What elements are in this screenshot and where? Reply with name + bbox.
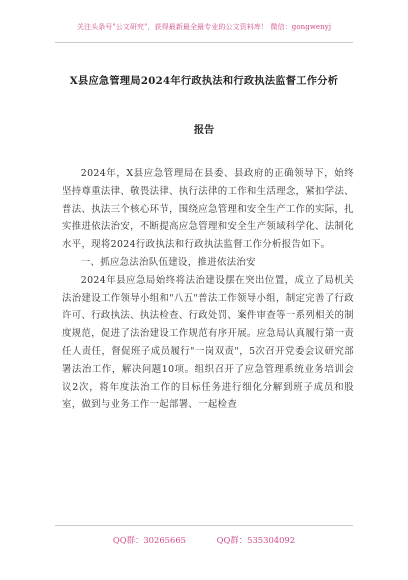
header-divider xyxy=(55,42,353,43)
document-title: X县应急管理局2024年行政执法和行政执法监督工作分析 xyxy=(69,75,339,87)
paragraph-intro: 2024年，X县应急管理局在县委、县政府的正确领导下，始终坚持尊重法律、敬畏法律、执行法律的工作和生活理念，紧扣学法、普法、执法三个核心环节，围绕应急管理和安全生产工作的实际，扎实推进依法治安，不断提高应急管理和安全生产领域科学化、法制化水平，现将2024行政执法和行政执法监督工作分析报告如下。 xyxy=(62,168,354,251)
document-body xyxy=(62,165,354,414)
footer-divider xyxy=(55,525,353,526)
header-banner: 关注头条号"公文研究"，获得最新最全最专业的公文资料库！ 微信：gongwenyj xyxy=(76,23,332,31)
footer-qq-group-2: QQ群：535304092 xyxy=(216,535,296,545)
document-subtitle: 报告 xyxy=(193,124,215,136)
paragraph-section-1: 2024年县应急局始终将法治建设摆在突出位置，成立了局机关法治建设工作领导小组和"八五"普法工作领导小组，制定完善了行政许可、行政执法、执法检查、行政处罚、案件审查等一系列相关的制度规范，促进了法治建设工作规范有序开展。应急局认真履行第一责任人责任，督促班子成员履行"一岗双责"，5次召开党委会议研究部署法治工作，解决问题10项。组织召开了应急管理系统业务培训会议2次，将年度法治工作的目标任务进行细化分解到班子成员和股室，做到与业务工作一起部署、一起检查 xyxy=(62,274,354,411)
footer-qq-group-1: QQ群：30265665 xyxy=(112,535,186,545)
footer xyxy=(0,534,408,546)
section-heading-1: 一、抓应急法治队伍建设，推进依法治安 xyxy=(80,256,256,268)
